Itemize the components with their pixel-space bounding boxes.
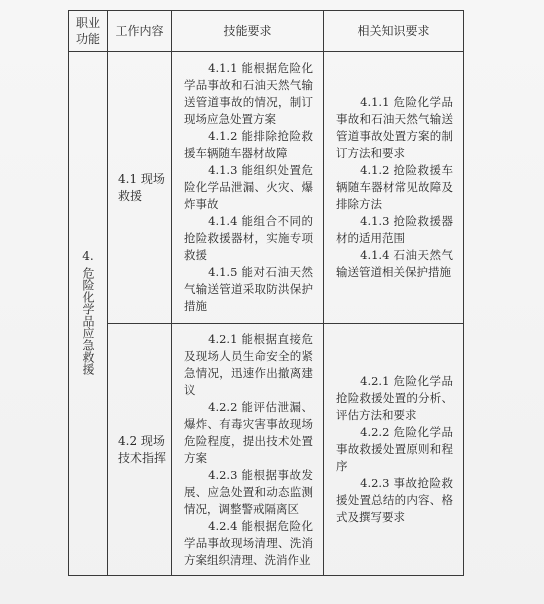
work-item: 4.2 现场技术指挥 — [108, 324, 172, 576]
knowledge-item: 4.1.3 抢险救援器材的适用范围 — [336, 214, 453, 245]
header-function: 职业功能 — [69, 11, 108, 52]
knowledge-item: 4.1.1 危险化学品事故和石油天然气输送管道事故处置方案的制订方法和要求 — [336, 95, 453, 160]
work-item: 4.1 现场救援 — [108, 52, 172, 324]
skill-item: 4.2.4 能根据危险化学品事故现场清理、洗消方案组织清理、洗消作业 — [184, 518, 313, 567]
skill-item: 4.2.3 能根据事故发展、应急处置和动态监测情况，调整警戒隔离区 — [184, 467, 313, 516]
skill-item: 4.1.5 能对石油天然气输送管道采取防洪保护措施 — [184, 265, 313, 313]
knowledge-cell — [324, 324, 464, 576]
skill-item: 4.1.2 能排除抢险救援车辆随车器材故障 — [184, 129, 313, 160]
table-row — [69, 324, 464, 576]
skill-item: 4.1.1 能根据危险化学品事故和石油天然气输送管道事故的情况，制订现场应急处置方案 — [184, 61, 313, 126]
function-cell — [69, 52, 108, 576]
skill-cell — [172, 324, 324, 576]
knowledge-item: 4.1.2 抢险救援车辆随车器材常见故障及排除方法 — [336, 163, 453, 211]
table-header-row — [69, 11, 464, 52]
header-skill: 技能要求 — [172, 11, 324, 52]
header-knowledge: 相关知识要求 — [324, 11, 464, 52]
skill-item: 4.2.1 能根据直接危及现场人员生命安全的紧急情况，迅速作出撤离建议 — [184, 331, 313, 397]
knowledge-item: 4.2.3 事故抢险救援处置总结的内容、格式及撰写要求 — [336, 476, 453, 524]
skill-item: 4.2.2 能评估泄漏、爆炸、有毒灾害事故现场危险程度，提出技术处置方案 — [184, 399, 313, 465]
competency-table — [68, 10, 464, 576]
function-number: 4. — [82, 248, 94, 263]
page-bottom-margin — [68, 575, 463, 604]
knowledge-cell — [324, 52, 464, 324]
skill-cell — [172, 52, 324, 324]
knowledge-item: 4.1.4 石油天然气输送管道相关保护措施 — [336, 248, 453, 279]
table-row — [69, 52, 464, 324]
knowledge-item: 4.2.1 危险化学品抢险救援处置的分析、评估方法和要求 — [336, 374, 453, 422]
header-work: 工作内容 — [108, 11, 172, 52]
knowledge-item: 4.2.2 危险化学品事故救援处置原则和程序 — [336, 425, 453, 473]
skill-item: 4.1.4 能组合不同的抢险救援器材，实施专项救援 — [184, 214, 313, 262]
function-name: 危险化学品应急救援 — [81, 266, 95, 375]
skill-item: 4.1.3 能组织处置危险化学品泄漏、火灾、爆炸事故 — [184, 163, 313, 211]
